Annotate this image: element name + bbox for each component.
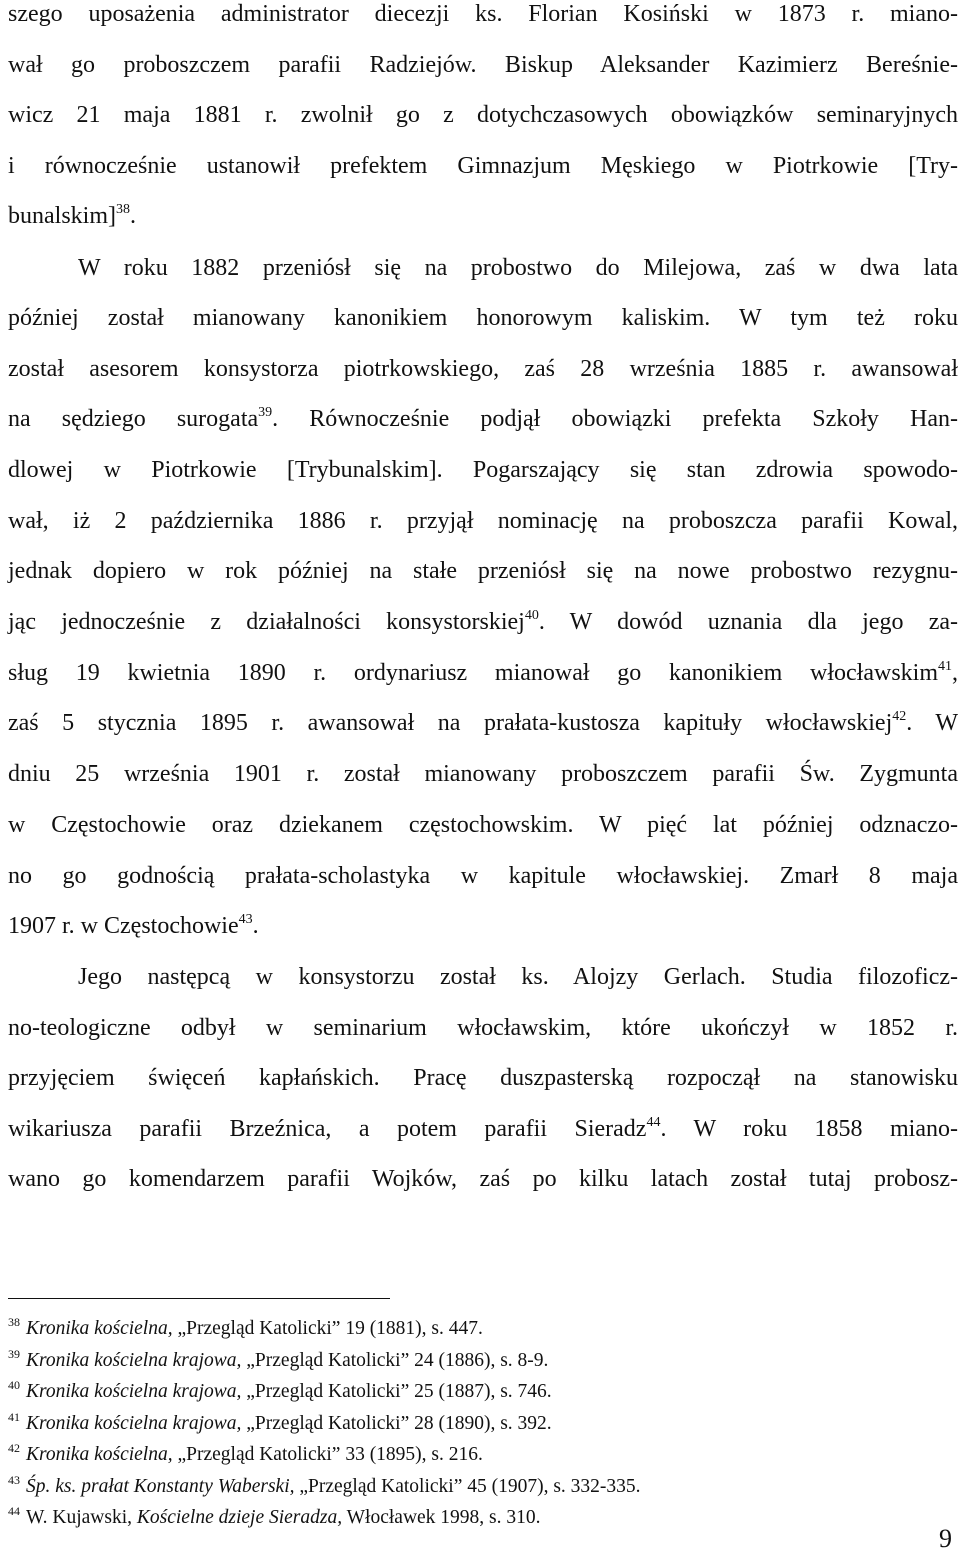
body-line	[8, 0, 958, 28]
body-line	[8, 51, 958, 79]
footnote-source: „Przegląd Katolicki” 33 (1895), s. 216.	[172, 1444, 483, 1465]
footnote-reference[interactable]: 42	[892, 709, 907, 724]
body-line	[8, 659, 958, 687]
body-line	[78, 963, 958, 991]
body-line-text: 1907 r. w Częstochowie	[8, 913, 239, 939]
footnote-number: 43	[8, 1473, 20, 1487]
body-line-text-after: . W roku 1858 miano-	[660, 1116, 958, 1142]
footnote-reference[interactable]: 39	[258, 405, 273, 420]
footnote-source: „Przegląd Katolicki” 28 (1890), s. 392.	[241, 1413, 552, 1434]
footnote-item	[8, 1475, 958, 1499]
footnote-number: 44	[8, 1504, 20, 1518]
footnote-item	[8, 1412, 958, 1436]
footnote-reference[interactable]: 44	[646, 1115, 661, 1130]
body-line	[8, 507, 958, 535]
body-line-text: szego uposażenia administrator diecezji ks. Florian Kosiński w 1873 r. miano-	[8, 1, 958, 27]
footnote-number: 40	[8, 1378, 20, 1392]
body-line-text: na sędziego surogata	[8, 406, 259, 432]
footnote-title: Śp. ks. prałat Konstanty Waberski,	[26, 1476, 295, 1497]
footnote-title: Kronika kościelna krajowa,	[26, 1350, 242, 1371]
body-line-text: dniu 25 września 1901 r. został mianowany proboszczem parafii Św. Zygmunta	[8, 761, 958, 787]
footnote-item	[8, 1443, 958, 1467]
footnote-source: Włocławek 1998, s. 310.	[342, 1507, 541, 1528]
footnote-title: Kościelne dzieje Sieradza,	[136, 1507, 343, 1528]
footnote-source: „Przegląd Katolicki” 19 (1881), s. 447.	[172, 1318, 483, 1339]
body-line-text: wicz 21 maja 1881 r. zwolnił go z dotychczasowych obowiązków seminaryjnych	[8, 102, 958, 128]
footnote-title: Kronika kościelna,	[26, 1318, 173, 1339]
body-line	[8, 405, 958, 433]
body-line	[8, 1014, 958, 1042]
footnote-title: Kronika kościelna krajowa,	[26, 1381, 242, 1402]
body-line	[8, 202, 958, 230]
body-line-text: został asesorem konsystorza piotrkowskiego, zaś 28 września 1885 r. awansował	[8, 356, 958, 382]
body-line-text: wał go proboszczem parafii Radziejów. Biskup Aleksander Kazimierz Bereśnie-	[8, 52, 958, 78]
footnote-reference[interactable]: 38	[116, 202, 130, 217]
body-line-text: W roku 1882 przeniósł się na probostwo do Milejowa, zaś w dwa lata	[78, 255, 958, 281]
footnote-author: W. Kujawski,	[26, 1507, 137, 1528]
footnote-item	[8, 1506, 958, 1530]
footnote-item	[8, 1317, 958, 1341]
footnote-source: „Przegląd Katolicki” 45 (1907), s. 332-335.	[294, 1476, 641, 1497]
body-line-text: i równocześnie ustanowił prefektem Gimnazjum Męskiego w Piotrkowie [Try-	[8, 153, 958, 179]
footnote-item	[8, 1349, 958, 1373]
body-line-text: przyjęciem święceń kapłańskich. Pracę duszpasterską rozpoczął na stanowisku	[8, 1065, 958, 1091]
footnote-title: Kronika kościelna krajowa,	[26, 1413, 242, 1434]
body-line	[78, 254, 958, 282]
footnote-number: 41	[8, 1410, 20, 1424]
body-line-text: jąc jednocześnie z działalności konsystorskiej	[8, 609, 525, 635]
body-line	[8, 152, 958, 180]
body-line	[8, 101, 958, 129]
body-line-text: wano go komendarzem parafii Wojków, zaś po kilku latach został tutaj probosz-	[8, 1166, 958, 1192]
body-line-text: jednak dopiero w rok później na stałe przeniósł się na nowe probostwo rezygnu-	[8, 558, 958, 584]
body-line	[8, 811, 958, 839]
body-line-text: Jego następcą w konsystorzu został ks. Alojzy Gerlach. Studia filozoficz-	[78, 964, 958, 990]
body-line-text-after: .	[252, 913, 259, 939]
body-line	[8, 709, 958, 737]
body-line	[8, 1115, 958, 1143]
footnote-source: „Przegląd Katolicki” 24 (1886), s. 8-9.	[241, 1350, 549, 1371]
footnote-source: „Przegląd Katolicki” 25 (1887), s. 746.	[241, 1381, 552, 1402]
footnote-title: Kronika kościelna,	[26, 1444, 173, 1465]
footnote-reference[interactable]: 41	[938, 659, 952, 674]
body-line	[8, 557, 958, 585]
page-number: 9	[939, 1524, 952, 1553]
footnote-number: 38	[8, 1315, 20, 1329]
body-line-text-after: . W	[906, 710, 959, 736]
body-line	[8, 912, 958, 940]
body-line	[8, 456, 958, 484]
footnote-reference[interactable]: 43	[238, 912, 253, 927]
body-line-text: później został mianowany kanonikiem honorowym kaliskim. W tym też roku	[8, 305, 958, 331]
body-line	[8, 760, 958, 788]
body-line	[8, 304, 958, 332]
body-line-text-after: ,	[952, 660, 958, 686]
body-line-text: dlowej w Piotrkowie [Trybunalskim]. Pogarszający się stan zdrowia spowodo-	[8, 457, 958, 483]
footnote-item	[8, 1380, 958, 1404]
body-line	[8, 608, 958, 636]
body-line	[8, 355, 958, 383]
body-line-text: wikariusza parafii Brzeźnica, a potem parafii Sieradz	[8, 1116, 647, 1142]
footnote-reference[interactable]: 40	[524, 608, 539, 623]
body-line-text-after: .	[130, 203, 136, 229]
body-line-text: w Częstochowie oraz dziekanem częstochowskim. W pięć lat później odznaczo-	[8, 812, 958, 838]
body-line-text-after: . Równocześnie podjął obowiązki prefekta Szkoły Han-	[272, 406, 959, 432]
body-line-text: wał, iż 2 października 1886 r. przyjął nominację na proboszcza parafii Kowal,	[8, 508, 958, 534]
body-line	[8, 1064, 958, 1092]
body-line-text: no go godnością prałata-scholastyka w kapitule włocławskiej. Zmarł 8 maja	[8, 863, 958, 889]
body-line-text: sług 19 kwietnia 1890 r. ordynariusz mianował go kanonikiem włocławskim	[8, 660, 938, 686]
body-line	[8, 1165, 958, 1193]
body-line-text: no-teologiczne odbył w seminarium włocławskim, które ukończył w 1852 r.	[8, 1015, 958, 1041]
body-line-text: bunalskim]	[8, 203, 116, 229]
body-line-text-after: . W dowód uznania dla jego za-	[538, 609, 958, 635]
footnote-number: 39	[8, 1347, 20, 1361]
body-line-text: zaś 5 stycznia 1895 r. awansował na prałata-kustosza kapituły włocławskiej	[8, 710, 893, 736]
footnote-separator	[8, 1298, 390, 1299]
footnote-number: 42	[8, 1441, 20, 1455]
body-line	[8, 862, 958, 890]
